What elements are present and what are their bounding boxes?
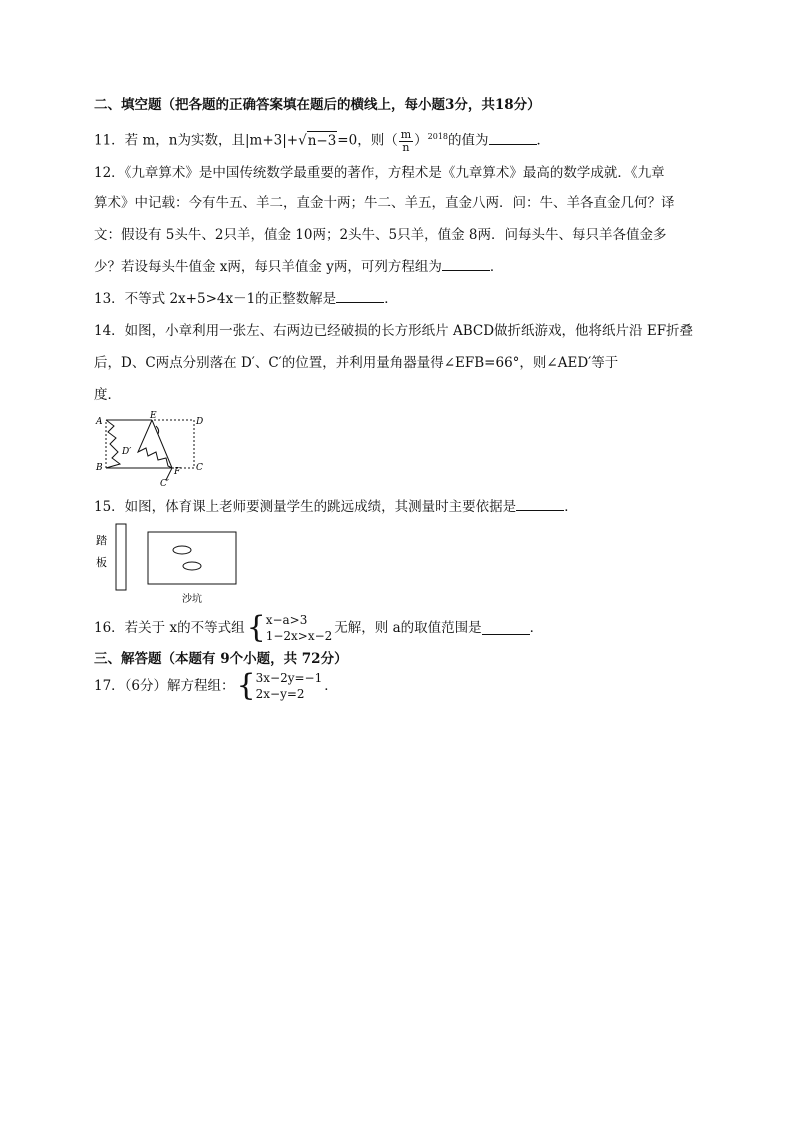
q14-label-f: F: [174, 467, 181, 477]
q15-board-label-1: 踏: [96, 534, 107, 547]
q11-pre: 11．若 m，n为实数，且|m+3|+: [94, 132, 299, 149]
section-3-title: 三、解答题（本题有 9个小题，共 72分）: [94, 651, 348, 667]
q11-end: ．: [536, 132, 550, 149]
q17-end: ．: [324, 678, 338, 694]
q14-dashed-rect: [106, 420, 194, 468]
q11-mid: =0，则（: [337, 132, 398, 149]
q14-label-d: D: [196, 417, 204, 427]
q16-inequality-1: x−a>3: [265, 613, 308, 627]
q12-line-4: [94, 258, 503, 276]
q14-folding-figure: [94, 408, 214, 488]
q11-fraction: [399, 129, 413, 154]
q14-label-c-prime: C′: [160, 479, 169, 488]
q15-end: ．: [564, 499, 578, 515]
q11-frac-num: m: [400, 127, 412, 141]
q15-long-jump-figure: [94, 522, 254, 606]
q14-label-c: C: [196, 463, 203, 473]
q15-sand-pit: [148, 532, 236, 584]
q16-end: ．: [529, 620, 544, 636]
question-15: [94, 498, 578, 516]
q14-label-e: E: [150, 411, 157, 421]
q14-line-2: 后，D、C两点分别落在 D′、C′的位置，并利用量角器量得∠EFB=66°，则∠AED′等于: [94, 355, 619, 371]
q11-close: ）: [414, 132, 428, 149]
q17-equation-2: 2x−y=2: [255, 687, 305, 701]
q16-pre: 16．若关于 x的不等式组: [94, 620, 245, 636]
q15-text: 15．如图，体育课上老师要测量学生的跳远成绩，其测量时主要依据是: [94, 499, 517, 515]
q14-label-d-prime: D′: [122, 447, 132, 457]
q14-fold-line-ef: [152, 420, 172, 468]
q12-end: ．: [489, 259, 504, 275]
q15-answer-blank: [516, 498, 564, 511]
q15-board-label-2: 板: [96, 556, 107, 569]
q14-line-3: 度．: [94, 387, 121, 403]
question-11: 11．若 m，n为实数，且|m+3|+√n−3=0，则（ $\frac{m}{n}$ ）$^{2018}$的值为 ．: [94, 127, 550, 154]
q12-line-4-text: 少？若设每头牛值金 x两，每只羊值金 y两，可列方程组为: [94, 259, 442, 275]
q11-frac-den: n: [402, 140, 410, 154]
q16-inequality-2: 1−2x>x−2: [265, 629, 333, 643]
q16-answer-blank: [482, 622, 530, 635]
q11-answer-blank: [489, 132, 537, 145]
q15-footprint-2: [183, 562, 201, 570]
q11-exponent: 2018: [427, 132, 448, 141]
q15-pit-label: 沙坑: [182, 594, 202, 605]
q11-post: 的值为: [448, 132, 489, 149]
q12-answer-blank: [442, 258, 490, 271]
q17-pre: 17．（6分）解方程组：: [94, 678, 235, 694]
section-2-title: 二、填空题（把各题的正确答案填在题后的横线上，每小题3分，共18分）: [94, 97, 541, 113]
q12-line-1: 12．《九章算术》是中国传统数学最重要的著作，方程术是《九章算术》最高的数学成就．《九章: [94, 165, 665, 181]
q14-left-torn-edge: [106, 420, 120, 468]
q16-post: 无解，则 a的取值范围是: [334, 620, 482, 636]
q17-brace: {: [236, 668, 256, 703]
q14-label-b: B: [96, 463, 103, 473]
q16-brace: {: [246, 610, 266, 645]
q12-line-3: 文：假设有 5头牛、2只羊，值金 10两；2头牛、5只羊，值金 8两．问每头牛、每只羊各值金多: [94, 227, 667, 243]
question-17: [94, 668, 338, 704]
q16-inequality-system: [247, 612, 333, 644]
q13-text: 13．不等式 2x+5>4x－1的正整数解是: [94, 291, 337, 307]
q13-end: ．: [384, 291, 398, 307]
q15-takeoff-board: [116, 524, 126, 590]
q17-equation-1: 3x−2y=−1: [255, 671, 323, 685]
q12-line-2: 算术》中记载：今有牛五、羊二，直金十两；牛二、羊五，直金八两．问：牛、羊各直金几何？译: [94, 195, 675, 211]
q15-footprint-1: [173, 546, 191, 554]
question-16: [94, 612, 543, 644]
q14-line-1: 14．如图，小章利用一张左、右两边已经破损的长方形纸片 ABCD做折纸游戏，他将纸片沿 EF折叠: [94, 323, 694, 339]
question-13: [94, 290, 398, 308]
q11-radicand: n−3: [307, 132, 337, 149]
q17-equation-system: [237, 670, 323, 702]
q14-label-a: A: [96, 417, 103, 427]
q13-answer-blank: [336, 290, 384, 303]
